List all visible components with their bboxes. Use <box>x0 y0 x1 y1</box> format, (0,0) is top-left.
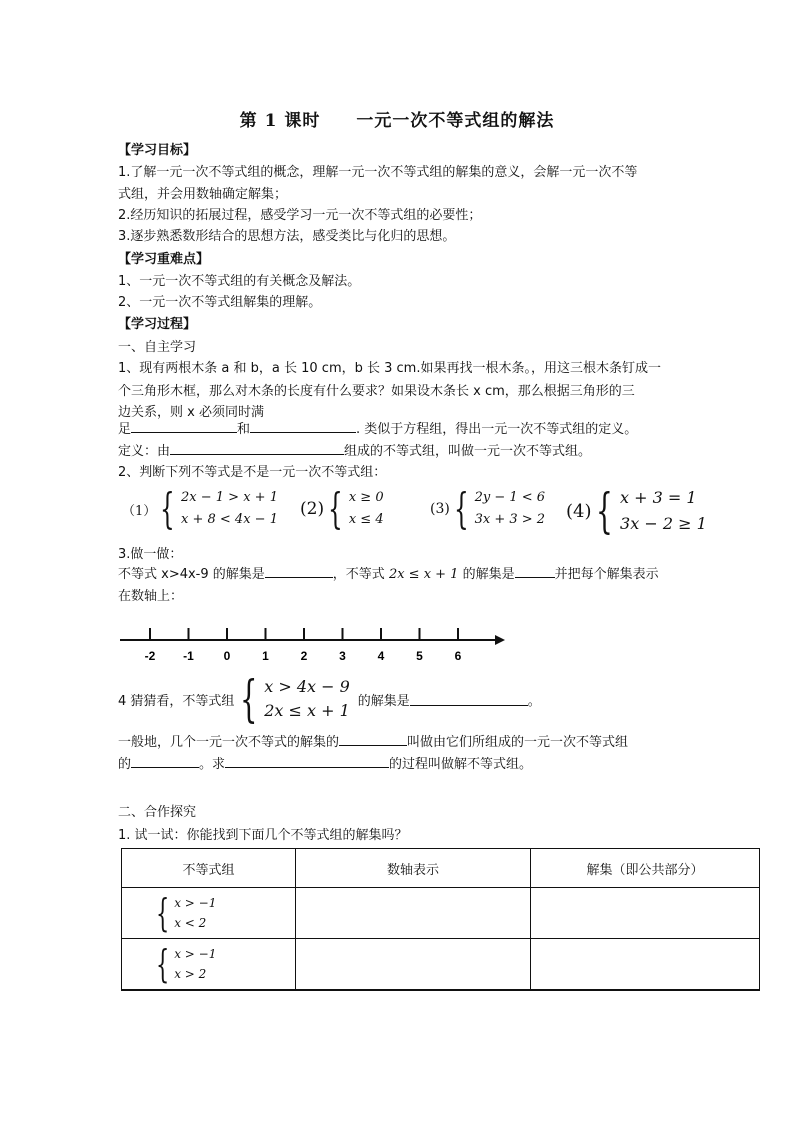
focus-heading: 【学习重难点】 <box>118 252 210 267</box>
system-2: (2) { x ≥ 0 x ≤ 4 <box>300 484 384 533</box>
number-line-arrow <box>495 635 505 645</box>
table-header-row <box>122 849 760 888</box>
process-heading: 【学习过程】 <box>118 317 197 332</box>
focus-line-2: 2、一元一次不等式组解集的理解。 <box>118 295 322 310</box>
definition-blank[interactable] <box>170 441 344 455</box>
general-blank-1[interactable] <box>339 732 407 746</box>
number-line <box>112 620 512 666</box>
left-brace: { <box>240 670 258 728</box>
header-system: 不等式组 <box>122 849 296 888</box>
focus-line-1: 1、一元一次不等式组的有关概念及解法。 <box>118 274 361 289</box>
section-cooperative: 二、合作探究 <box>118 805 197 820</box>
left-brace: { <box>156 942 170 986</box>
number-line-tick-label: 4 <box>377 649 385 663</box>
q3-blank-1[interactable] <box>265 564 333 578</box>
q1-line-3: 边关系，则 x 必须同时满 <box>118 405 264 420</box>
q1-line-1: 1、现有两根木条 a 和 b，a 长 10 cm，b 长 3 cm.如果再找一根木条。，用这三根木条钉成一 <box>118 361 661 376</box>
left-brace: { <box>156 891 170 935</box>
system-cell: { x > −1 x > 2 <box>122 939 296 991</box>
lesson-number: 第 1 课时 <box>239 111 321 131</box>
lesson-topic: 一元一次不等式组的解法 <box>356 111 555 131</box>
number-line-cell[interactable] <box>296 939 531 991</box>
system-3: (3) { 2y − 1 < 6 3x + 3 > 2 <box>430 484 546 533</box>
inequality-table <box>121 848 760 991</box>
q4-line: 4 猜猜看，不等式组 { x > 4x − 9 2x ≤ x + 1 的解集是 。 <box>118 670 541 728</box>
number-line-tick-label: 0 <box>223 649 231 663</box>
number-line-tick-label: 1 <box>262 649 269 663</box>
try-line: 1. 试一试：你能找到下面几个不等式组的解集吗？ <box>118 828 408 843</box>
number-line-tick-label: 2 <box>300 649 308 663</box>
q3-blank-2[interactable] <box>515 564 555 578</box>
table-row <box>122 888 760 939</box>
left-brace: { <box>328 484 343 533</box>
goals-heading: 【学习目标】 <box>118 143 197 158</box>
number-line-tick-label: 6 <box>454 649 462 663</box>
general-line-2: 的 。求 的过程叫做解不等式组。 <box>118 753 532 772</box>
number-line-tick-label: -2 <box>144 649 156 663</box>
q1-line-2: 个三角形木框，那么对木条的长度有什么要求？如果设木条长 x cm，那么根据三角形的三 <box>118 384 635 399</box>
answer-blank-2[interactable] <box>250 419 356 433</box>
goal-line-3: 2.经历知识的拓展过程，感受学习一元一次不等式组的必要性； <box>118 208 482 223</box>
left-brace: { <box>595 483 613 539</box>
header-number-line: 数轴表示 <box>296 849 531 888</box>
number-line-tick-label: 5 <box>416 649 423 663</box>
solution-cell[interactable] <box>531 939 760 991</box>
q2-line: 2、判断下列不等式是不是一元一次不等式组： <box>118 465 387 480</box>
goal-line-1: 1.了解一元一次不等式组的概念，理解一元一次不等式组的解集的意义，会解一元一次不等 <box>118 165 638 180</box>
q3-heading: 3.做一做： <box>118 547 183 562</box>
solution-cell[interactable] <box>531 888 760 939</box>
number-line-tick-label: 3 <box>339 649 346 663</box>
system-4: (4) { x + 3 = 1 3x − 2 ≥ 1 <box>566 483 707 539</box>
section-self-study: 一、自主学习 <box>118 340 197 355</box>
general-blank-2[interactable] <box>131 754 199 768</box>
q1-line-4: 足 和 . 类似于方程组，得出一元一次不等式组的定义。 <box>118 418 637 437</box>
number-line-cell[interactable] <box>296 888 531 939</box>
table-row <box>122 939 760 991</box>
q4-blank[interactable] <box>410 692 528 706</box>
answer-blank-1[interactable] <box>131 419 237 433</box>
left-brace: { <box>453 484 469 533</box>
general-blank-3[interactable] <box>225 754 389 768</box>
system-1: （1） { 2x − 1 > x + 1 x + 8 < 4x − 1 <box>122 484 278 533</box>
general-line-1: 一般地，几个一元一次不等式的解集的 叫做由它们所组成的一元一次不等式组 <box>118 731 628 750</box>
goal-line-4: 3.逐步熟悉数形结合的思想方法，感受类比与化归的思想。 <box>118 229 456 244</box>
system-cell: { x > −1 x < 2 <box>122 888 296 939</box>
goal-line-2: 式组，并会用数轴确定解集； <box>118 187 288 202</box>
number-line-tick-label: -1 <box>183 649 194 663</box>
q3-line-2: 在数轴上： <box>118 589 184 604</box>
page-title <box>0 106 794 131</box>
q3-line-1: 不等式 x>4x-9 的解集是 ，不等式 2x ≤ x + 1 的解集是 并把每个解集表示 <box>118 563 659 582</box>
header-solution-set: 解集（即公共部分） <box>531 849 760 888</box>
left-brace: { <box>160 484 175 533</box>
definition-line: 定义：由 组成的不等式组，叫做一元一次不等式组。 <box>118 440 591 459</box>
